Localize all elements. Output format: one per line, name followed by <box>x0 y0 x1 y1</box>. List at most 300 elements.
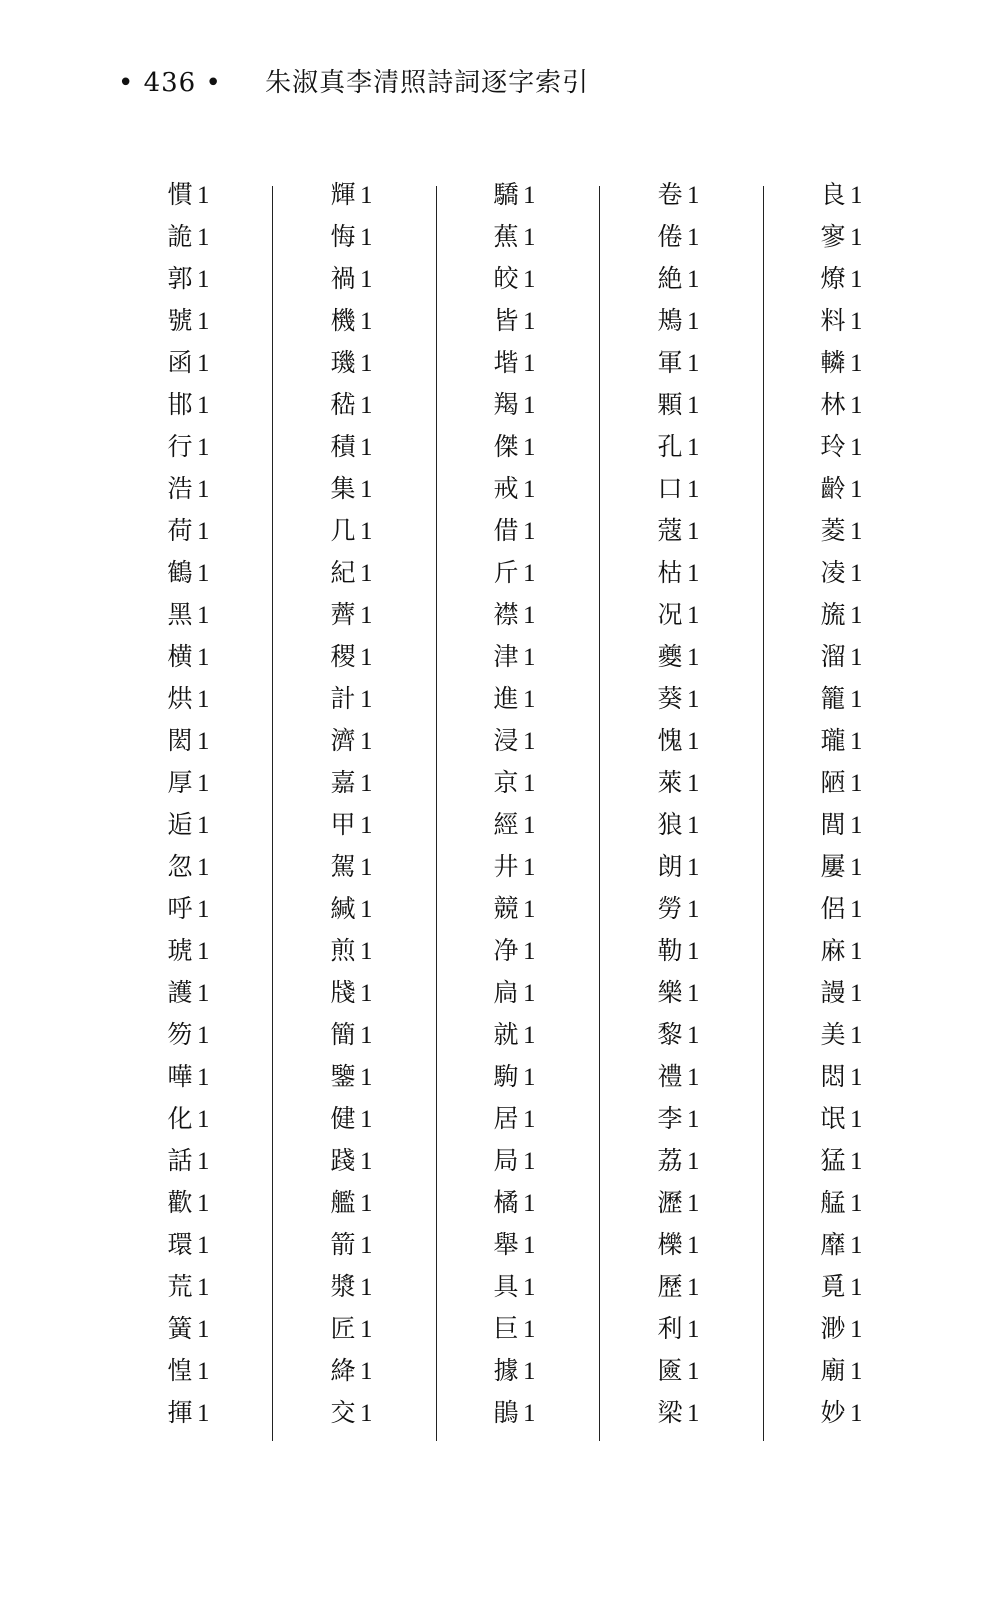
entry-count: 1 <box>687 560 700 587</box>
index-entry <box>655 768 700 798</box>
entry-character: 麻 <box>820 936 846 965</box>
entry-character: 嘩 <box>167 1062 193 1091</box>
entry-character: 櫟 <box>657 1230 683 1259</box>
column-divider <box>599 186 600 1441</box>
index-entry <box>655 432 700 462</box>
index-entry <box>328 432 373 462</box>
entry-character: 愧 <box>657 726 683 755</box>
entry-count: 1 <box>850 350 863 377</box>
index-entry <box>328 1020 373 1050</box>
entry-count: 1 <box>197 644 210 671</box>
entry-count: 1 <box>850 560 863 587</box>
index-entry <box>328 1272 373 1302</box>
index-entry <box>818 768 863 798</box>
entry-count: 1 <box>197 770 210 797</box>
index-entry <box>328 474 373 504</box>
index-entry <box>491 894 536 924</box>
entry-character: 蔻 <box>657 516 683 545</box>
entry-count: 1 <box>360 224 373 251</box>
index-entry <box>491 1146 536 1176</box>
entry-character: 計 <box>330 684 356 713</box>
entry-count: 1 <box>523 308 536 335</box>
index-entry <box>165 768 210 798</box>
entry-count: 1 <box>850 1190 863 1217</box>
entry-character: 璣 <box>330 348 356 377</box>
entry-count: 1 <box>360 1022 373 1049</box>
index-entry <box>818 1020 863 1050</box>
index-entry <box>165 978 210 1008</box>
index-entry <box>165 1314 210 1344</box>
entry-character: 歡 <box>167 1188 193 1217</box>
index-entry <box>818 390 863 420</box>
entry-character: 鵑 <box>493 1398 519 1427</box>
entry-count: 1 <box>197 560 210 587</box>
index-entry <box>328 726 373 756</box>
entry-count: 1 <box>687 1274 700 1301</box>
index-entry <box>655 1230 700 1260</box>
entry-count: 1 <box>523 1316 536 1343</box>
entry-count: 1 <box>360 1190 373 1217</box>
entry-character: 氓 <box>820 1104 846 1133</box>
entry-character: 浸 <box>493 726 519 755</box>
entry-character: 巨 <box>493 1314 519 1343</box>
entry-count: 1 <box>360 938 373 965</box>
index-entry <box>328 180 373 210</box>
entry-count: 1 <box>850 392 863 419</box>
entry-count: 1 <box>523 518 536 545</box>
entry-character: 謾 <box>820 978 846 1007</box>
entry-character: 陋 <box>820 768 846 797</box>
entry-count: 1 <box>687 644 700 671</box>
entry-count: 1 <box>360 266 373 293</box>
index-entry <box>328 264 373 294</box>
character-index <box>165 180 885 1460</box>
index-entry <box>655 600 700 630</box>
entry-character: 鑒 <box>330 1062 356 1091</box>
entry-count: 1 <box>197 1064 210 1091</box>
index-entry <box>655 558 700 588</box>
entry-character: 匠 <box>330 1314 356 1343</box>
entry-character: 號 <box>167 306 193 335</box>
entry-character: 靡 <box>820 1230 846 1259</box>
entry-count: 1 <box>197 476 210 503</box>
index-entry <box>818 978 863 1008</box>
index-entry <box>818 852 863 882</box>
index-entry <box>165 1272 210 1302</box>
entry-character: 横 <box>167 642 193 671</box>
entry-count: 1 <box>687 1148 700 1175</box>
entry-character: 舉 <box>493 1230 519 1259</box>
index-entry <box>328 1104 373 1134</box>
entry-count: 1 <box>197 602 210 629</box>
index-entry <box>165 348 210 378</box>
entry-character: 蕉 <box>493 222 519 251</box>
entry-character: 荒 <box>167 1272 193 1301</box>
entry-character: 集 <box>330 474 356 503</box>
index-entry <box>165 1104 210 1134</box>
index-entry <box>655 1272 700 1302</box>
index-entry <box>818 516 863 546</box>
entry-count: 1 <box>197 518 210 545</box>
entry-character: 烘 <box>167 684 193 713</box>
index-entry <box>818 432 863 462</box>
entry-count: 1 <box>360 1274 373 1301</box>
entry-character: 勞 <box>657 894 683 923</box>
index-entry <box>165 600 210 630</box>
entry-count: 1 <box>197 1190 210 1217</box>
index-entry <box>818 348 863 378</box>
index-entry <box>655 390 700 420</box>
entry-count: 1 <box>197 1400 210 1427</box>
entry-character: 津 <box>493 642 519 671</box>
entry-character: 煎 <box>330 936 356 965</box>
index-entry <box>165 684 210 714</box>
index-entry <box>655 1104 700 1134</box>
entry-count: 1 <box>687 1022 700 1049</box>
entry-count: 1 <box>687 1190 700 1217</box>
index-entry <box>165 432 210 462</box>
index-entry <box>655 684 700 714</box>
index-entry <box>818 1104 863 1134</box>
entry-character: 嵇 <box>330 390 356 419</box>
index-entry <box>818 306 863 336</box>
index-entry <box>491 1356 536 1386</box>
entry-count: 1 <box>687 182 700 209</box>
entry-character: 邯 <box>167 390 193 419</box>
entry-character: 燎 <box>820 264 846 293</box>
index-entry <box>328 600 373 630</box>
index-entry <box>655 810 700 840</box>
entry-character: 揮 <box>167 1398 193 1427</box>
page-header <box>118 62 589 99</box>
index-entry <box>491 348 536 378</box>
entry-character: 扃 <box>493 978 519 1007</box>
entry-character: 皎 <box>493 264 519 293</box>
entry-count: 1 <box>360 1358 373 1385</box>
entry-count: 1 <box>523 476 536 503</box>
entry-character: 慣 <box>167 180 193 209</box>
entry-count: 1 <box>850 602 863 629</box>
index-entry <box>818 1230 863 1260</box>
entry-count: 1 <box>687 686 700 713</box>
index-entry <box>491 1314 536 1344</box>
entry-count: 1 <box>687 1358 700 1385</box>
index-entry <box>328 222 373 252</box>
index-entry <box>328 642 373 672</box>
entry-character: 禍 <box>330 264 356 293</box>
entry-character: 競 <box>493 894 519 923</box>
entry-character: 踐 <box>330 1146 356 1175</box>
entry-count: 1 <box>360 392 373 419</box>
index-entry <box>655 978 700 1008</box>
entry-character: 驕 <box>493 180 519 209</box>
entry-count: 1 <box>850 1274 863 1301</box>
entry-count: 1 <box>850 854 863 881</box>
entry-count: 1 <box>197 980 210 1007</box>
entry-count: 1 <box>360 182 373 209</box>
entry-count: 1 <box>360 350 373 377</box>
entry-character: 具 <box>493 1272 519 1301</box>
index-entry <box>328 978 373 1008</box>
entry-character: 浩 <box>167 474 193 503</box>
entry-count: 1 <box>523 854 536 881</box>
entry-character: 襟 <box>493 600 519 629</box>
index-entry <box>328 768 373 798</box>
entry-character: 絳 <box>330 1356 356 1385</box>
entry-count: 1 <box>197 1232 210 1259</box>
entry-character: 漿 <box>330 1272 356 1301</box>
entry-count: 1 <box>523 896 536 923</box>
index-entry <box>818 894 863 924</box>
entry-character: 悶 <box>820 1062 846 1091</box>
index-entry <box>165 306 210 336</box>
entry-count: 1 <box>850 1358 863 1385</box>
entry-count: 1 <box>687 770 700 797</box>
entry-count: 1 <box>523 182 536 209</box>
index-entry <box>655 348 700 378</box>
entry-count: 1 <box>523 770 536 797</box>
entry-character: 笏 <box>167 1020 193 1049</box>
index-entry <box>491 978 536 1008</box>
index-entry <box>491 516 536 546</box>
entry-character: 局 <box>493 1146 519 1175</box>
entry-count: 1 <box>687 350 700 377</box>
entry-character: 化 <box>167 1104 193 1133</box>
entry-character: 簧 <box>167 1314 193 1343</box>
entry-character: 羯 <box>493 390 519 419</box>
index-entry <box>328 1230 373 1260</box>
entry-count: 1 <box>360 1148 373 1175</box>
entry-count: 1 <box>850 182 863 209</box>
entry-count: 1 <box>850 980 863 1007</box>
entry-count: 1 <box>523 938 536 965</box>
entry-count: 1 <box>850 1064 863 1091</box>
entry-count: 1 <box>360 518 373 545</box>
index-entry <box>165 852 210 882</box>
entry-count: 1 <box>197 182 210 209</box>
entry-count: 1 <box>197 224 210 251</box>
entry-count: 1 <box>197 728 210 755</box>
index-entry <box>655 1398 700 1428</box>
entry-character: 荔 <box>657 1146 683 1175</box>
index-entry <box>165 810 210 840</box>
entry-count: 1 <box>523 686 536 713</box>
index-entry <box>655 1020 700 1050</box>
entry-character: 進 <box>493 684 519 713</box>
entry-count: 1 <box>850 728 863 755</box>
index-entry <box>491 306 536 336</box>
entry-character: 閎 <box>167 726 193 755</box>
entry-character: 艦 <box>330 1188 356 1217</box>
entry-character: 凌 <box>820 558 846 587</box>
entry-character: 悔 <box>330 222 356 251</box>
entry-count: 1 <box>197 686 210 713</box>
entry-character: 猛 <box>820 1146 846 1175</box>
entry-count: 1 <box>850 266 863 293</box>
index-entry <box>491 180 536 210</box>
entry-character: 良 <box>820 180 846 209</box>
index-entry <box>491 726 536 756</box>
entry-count: 1 <box>850 434 863 461</box>
entry-character: 呼 <box>167 894 193 923</box>
index-entry <box>655 726 700 756</box>
entry-count: 1 <box>687 392 700 419</box>
index-entry <box>165 180 210 210</box>
entry-count: 1 <box>687 518 700 545</box>
entry-character: 薺 <box>330 600 356 629</box>
entry-character: 皆 <box>493 306 519 335</box>
index-entry <box>328 1062 373 1092</box>
entry-character: 禮 <box>657 1062 683 1091</box>
entry-character: 厚 <box>167 768 193 797</box>
entry-count: 1 <box>850 476 863 503</box>
index-entry <box>818 726 863 756</box>
entry-count: 1 <box>687 476 700 503</box>
entry-character: 話 <box>167 1146 193 1175</box>
entry-character: 戒 <box>493 474 519 503</box>
entry-count: 1 <box>523 266 536 293</box>
index-entry <box>655 306 700 336</box>
entry-count: 1 <box>197 1358 210 1385</box>
entry-count: 1 <box>360 812 373 839</box>
index-entry <box>328 894 373 924</box>
entry-count: 1 <box>687 1064 700 1091</box>
index-entry <box>165 390 210 420</box>
entry-count: 1 <box>687 308 700 335</box>
entry-count: 1 <box>523 1190 536 1217</box>
entry-count: 1 <box>360 770 373 797</box>
entry-count: 1 <box>360 1400 373 1427</box>
entry-count: 1 <box>197 308 210 335</box>
index-entry <box>655 1146 700 1176</box>
entry-count: 1 <box>850 896 863 923</box>
entry-character: 簡 <box>330 1020 356 1049</box>
entry-character: 絶 <box>657 264 683 293</box>
entry-character: 居 <box>493 1104 519 1133</box>
index-entry <box>328 684 373 714</box>
index-entry <box>655 180 700 210</box>
entry-count: 1 <box>850 224 863 251</box>
index-entry <box>165 642 210 672</box>
index-entry <box>818 1314 863 1344</box>
entry-count: 1 <box>850 686 863 713</box>
entry-count: 1 <box>523 1106 536 1133</box>
entry-character: 轔 <box>820 348 846 377</box>
entry-count: 1 <box>360 1106 373 1133</box>
index-entry <box>165 264 210 294</box>
entry-character: 况 <box>657 600 683 629</box>
index-entry <box>655 1188 700 1218</box>
entry-character: 寥 <box>820 222 846 251</box>
entry-count: 1 <box>850 1232 863 1259</box>
entry-character: 牋 <box>330 978 356 1007</box>
index-entry <box>818 600 863 630</box>
entry-character: 匳 <box>657 1356 683 1385</box>
index-entry <box>818 180 863 210</box>
entry-character: 孔 <box>657 432 683 461</box>
entry-count: 1 <box>523 728 536 755</box>
index-entry <box>655 516 700 546</box>
entry-character: 鶴 <box>167 558 193 587</box>
index-entry <box>165 474 210 504</box>
entry-count: 1 <box>523 1232 536 1259</box>
entry-count: 1 <box>360 1232 373 1259</box>
entry-count: 1 <box>523 1358 536 1385</box>
index-entry <box>165 558 210 588</box>
index-entry <box>655 1062 700 1092</box>
entry-character: 傑 <box>493 432 519 461</box>
entry-count: 1 <box>360 686 373 713</box>
entry-character: 卷 <box>657 180 683 209</box>
index-entry <box>491 936 536 966</box>
entry-character: 健 <box>330 1104 356 1133</box>
index-entry <box>165 516 210 546</box>
index-entry <box>328 1188 373 1218</box>
index-entry <box>165 1230 210 1260</box>
entry-count: 1 <box>850 1148 863 1175</box>
entry-character: 瓏 <box>820 726 846 755</box>
entry-count: 1 <box>687 434 700 461</box>
entry-character: 緘 <box>330 894 356 923</box>
entry-character: 機 <box>330 306 356 335</box>
entry-character: 朗 <box>657 852 683 881</box>
entry-character: 護 <box>167 978 193 1007</box>
entry-count: 1 <box>360 644 373 671</box>
entry-character: 林 <box>820 390 846 419</box>
entry-count: 1 <box>523 602 536 629</box>
entry-character: 葵 <box>657 684 683 713</box>
index-entry <box>491 432 536 462</box>
entry-character: 閭 <box>820 810 846 839</box>
entry-character: 函 <box>167 348 193 377</box>
entry-count: 1 <box>523 1400 536 1427</box>
entry-count: 1 <box>523 1274 536 1301</box>
index-entry <box>491 474 536 504</box>
entry-count: 1 <box>197 812 210 839</box>
entry-character: 經 <box>493 810 519 839</box>
entry-character: 斤 <box>493 558 519 587</box>
index-entry <box>165 1146 210 1176</box>
index-entry <box>328 306 373 336</box>
index-entry <box>818 1188 863 1218</box>
book-title: 朱淑真李清照詩詞逐字索引 <box>265 68 590 98</box>
column-divider <box>436 186 437 1441</box>
index-entry <box>328 852 373 882</box>
index-entry <box>165 1062 210 1092</box>
entry-count: 1 <box>523 812 536 839</box>
entry-character: 惶 <box>167 1356 193 1385</box>
index-entry <box>165 1356 210 1386</box>
entry-character: 侶 <box>820 894 846 923</box>
entry-count: 1 <box>850 518 863 545</box>
entry-count: 1 <box>523 1064 536 1091</box>
entry-count: 1 <box>360 980 373 1007</box>
entry-character: 軍 <box>657 348 683 377</box>
entry-character: 嘉 <box>330 768 356 797</box>
index-entry <box>165 1398 210 1428</box>
index-entry <box>655 936 700 966</box>
entry-count: 1 <box>687 812 700 839</box>
entry-character: 交 <box>330 1398 356 1427</box>
entry-character: 瀝 <box>657 1188 683 1217</box>
entry-count: 1 <box>523 644 536 671</box>
entry-count: 1 <box>197 896 210 923</box>
index-entry <box>491 852 536 882</box>
page-number: • 436 • <box>118 68 222 98</box>
entry-character: 行 <box>167 432 193 461</box>
index-entry <box>818 1272 863 1302</box>
entry-character: 几 <box>330 516 356 545</box>
